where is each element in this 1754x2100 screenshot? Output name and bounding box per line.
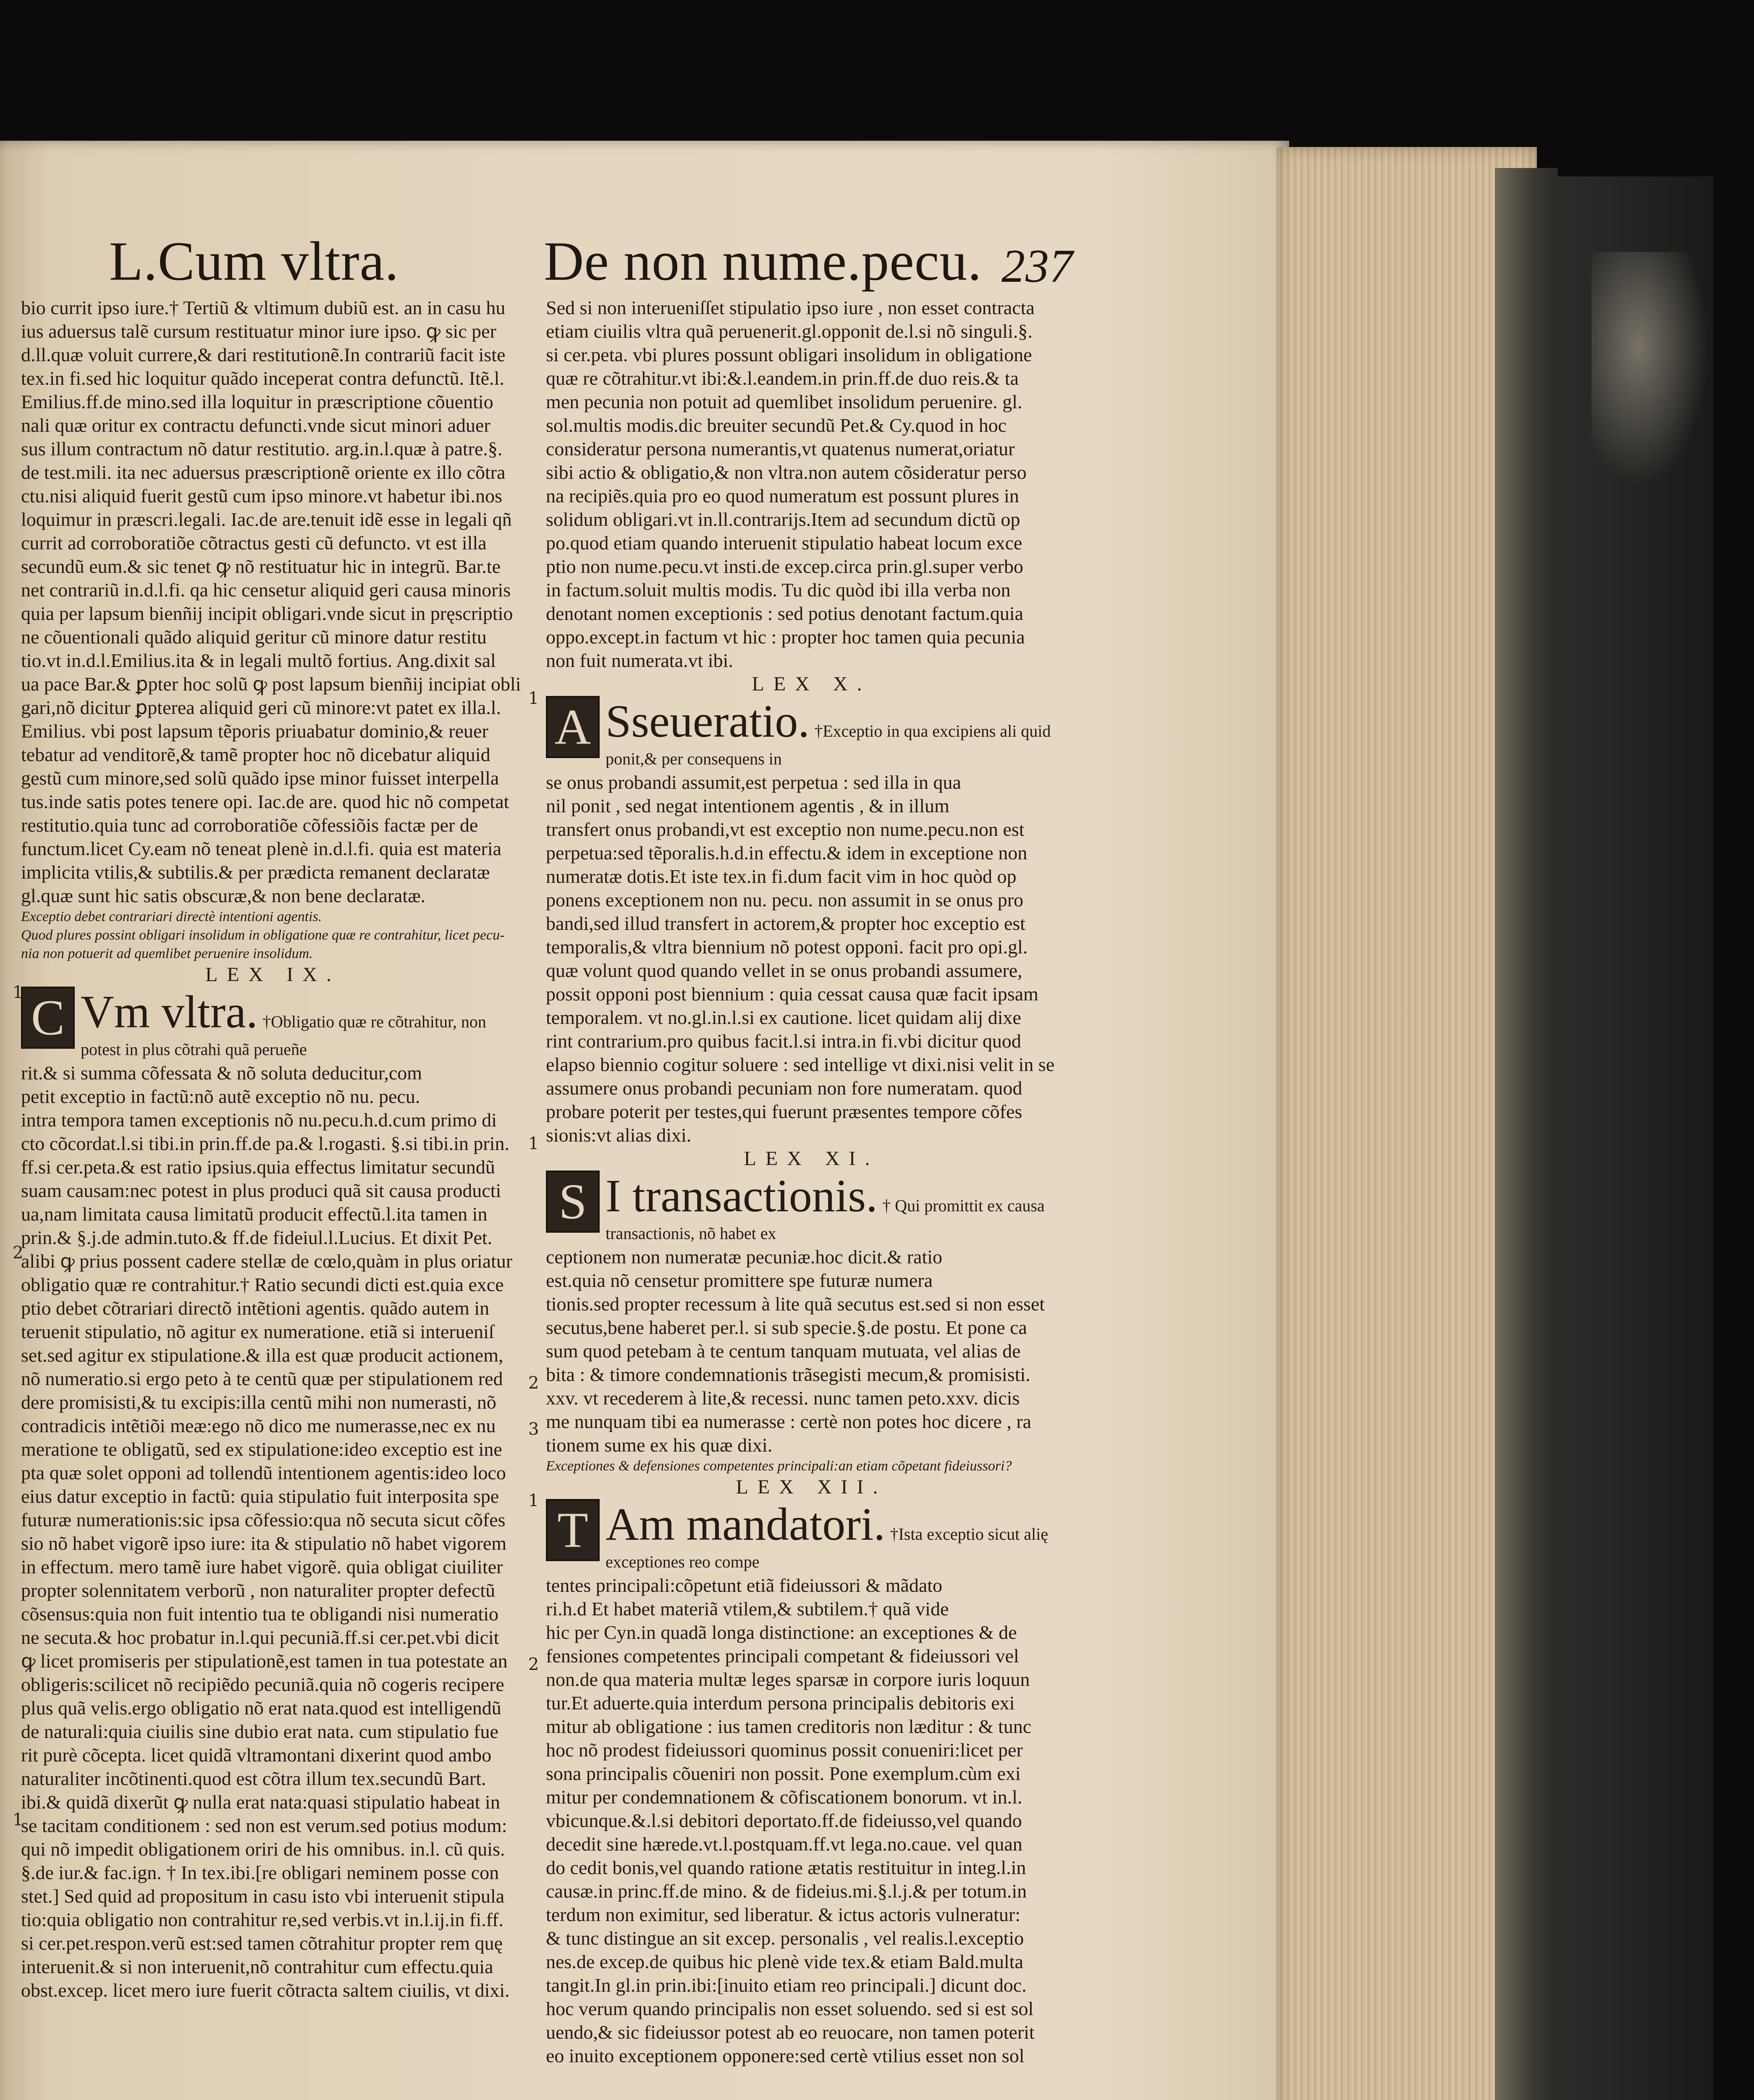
lex-ix-incipit: Vm vltra. — [81, 987, 258, 1037]
lex-xii-incipit-text: †Ista exceptio sicut alię exceptiones reo compe — [606, 1525, 1048, 1571]
text-line: gari,nõ dicitur ꝑpterea aliquid geri cũ minore:vt patet ex illa.l. — [21, 697, 501, 718]
text-line: tio:quia obligatio non contrahitur re,sed verbis.vt in.l.ij.in fi.ff. — [21, 1909, 503, 1930]
text-line: obst.excep. licet mero iure fuerit cõtracta saltem ciuilis, vt dixi. — [21, 1979, 510, 2001]
text-line: se onus probandi assumit,est perpetua : sed illa in qua — [546, 772, 961, 793]
text-line: ius aduersus talẽ cursum restituatur minor iure ipso. ꝙ sic per — [21, 320, 496, 342]
text-line: solidum obligari.vt in.ll.contrarijs.Item ad secundum dictũ op — [546, 509, 1020, 530]
text-line: ceptionem non numeratæ pecuniæ.hoc dicit.& ratio — [546, 1246, 943, 1268]
lex-xi-incipit-text: † Qui promittit ex causa transactionis, nõ habet ex — [606, 1196, 1045, 1243]
text-line: bandi,sed illud transfert in actorem,& propter hoc exceptio est — [546, 913, 1025, 934]
text-line: bita : & timore condemnationis trãsegisti mecum,& promisisti. — [546, 1364, 1030, 1385]
text-line: consideratur persona numerantis,vt quatenus numerat,oriatur — [546, 438, 1015, 459]
text-line: pta quæ solet opponi ad tollendũ intentionem agentis:ideo loco — [21, 1462, 506, 1483]
text-line: etiam ciuilis vltra quã peruenerit.gl.opponit de.l.si nõ singuli.§. — [546, 320, 1033, 342]
lex-xi-incipit: I transactionis. — [606, 1171, 878, 1221]
text-line: alibi ꝙ prius possent cadere stellæ de cœlo,quàm in plus oriatur — [21, 1250, 513, 1272]
margin-number: 1 — [13, 1810, 24, 1830]
lex-xi-opening — [546, 1171, 1077, 1245]
text-line: tus.inde satis potes tenere opi. Iac.de are. quod hic nõ competat — [21, 791, 509, 812]
text-line: ri.h.d Et habet materiã vtilem,& subtilem.† quã vide — [546, 1598, 949, 1620]
text-line: men pecunia non potuit ad quemlibet insolidum peruenire. gl. — [546, 391, 1023, 412]
text-line: sol.multis modis.dic breuiter secundũ Pet.& Cy.quod in hoc — [546, 415, 1007, 436]
lex-ix-incipit-text: †Obligatio quæ re cõtrahitur, non potest in plus cõtrahi quã perueñe — [81, 1012, 486, 1059]
text-line: hoc verum quando principalis non esset soluendo. sed si est sol — [546, 1998, 1034, 2019]
text-line: ff.si cer.peta.& est ratio ipsius.quia effectus limitatur secundũ — [21, 1156, 495, 1178]
text-line: stet.] Sed quid ad propositum in casu isto vbi interuenit stipula — [21, 1885, 505, 1907]
lex-xii-incipit: Am mandatori. — [606, 1499, 885, 1550]
decorated-initial-s: S — [546, 1171, 600, 1233]
text-line: in effectum. mero tamẽ iure habet vigorẽ. quia obligat ciuiliter — [21, 1556, 503, 1578]
margin-number: 1 — [528, 689, 539, 708]
text-line: set.sed agitur ex stipulatione.& illa est quæ producit actionem, — [21, 1344, 503, 1366]
text-line: futuræ numerationis:sic ipsa cõfessio:qua nõ secuta sicut cõfes — [21, 1509, 506, 1530]
text-line: tebatur ad venditorẽ,& tamẽ propter hoc nõ dicebatur aliquid — [21, 744, 490, 765]
text-line: sum quod petebam à te centum tanquam mutuata, vel alias de — [546, 1340, 1021, 1362]
text-line: nil ponit , sed negat intentionem agentis , & in illum — [546, 795, 949, 816]
lex-heading-x: LEX X. — [752, 673, 871, 695]
text-line: d.ll.quæ voluit currere,& dari restitutionẽ.In contrariũ facit iste — [21, 344, 506, 365]
text-line: rit purè cõcepta. licet quidã vltramontani dixerint quod ambo — [21, 1744, 492, 1766]
margin-number: 1 — [528, 1134, 539, 1153]
lex-ix-opening — [21, 987, 525, 1061]
text-line: transfert onus probandi,vt est exceptio non nume.pecu.non est — [546, 819, 1025, 840]
text-line: terdum non eximitur, sed liberatur. & ictus actoris vulneratur: — [546, 1904, 1020, 1925]
text-line: numeratæ dotis.Et iste tex.in fi.dum facit vim in hoc quòd op — [546, 866, 1017, 887]
lex-xii-opening — [546, 1499, 1077, 1574]
lex-xi-lines — [546, 1245, 1077, 1457]
text-line: quæ volunt quod quando vellet in se onus probandi assumere, — [546, 960, 1023, 981]
text-line: quæ re cõtrahitur.vt ibi:&.l.eandem.in prin.ff.de duo reis.& ta — [546, 368, 1019, 389]
text-line: quia per lapsum bienñij incipit obligari.vnde sicut in pręscriptio — [21, 603, 513, 624]
text-line: rit.& si summa cõfessata & nõ soluta deducitur,com — [21, 1062, 422, 1084]
text-line: se tacitam conditionem : sed non est verum.sed potius modum: — [21, 1815, 507, 1836]
text-line: Emilius.ff.de mino.sed illa loquitur in præscriptione cõuentio — [21, 391, 493, 412]
text-line: cõsensus:quia non fuit intentio tua te obligandi nisi numeratio — [21, 1603, 499, 1625]
text-line: tex.in fi.sed hic loquitur quãdo inceperat contra defunctũ. Itẽ.l. — [21, 368, 504, 389]
text-line: perpetua:sed tẽporalis.h.d.in effectu.& idem in exceptione non — [546, 842, 1028, 864]
text-line: suam causam:nec potest in plus produci quã sit causa producti — [21, 1180, 501, 1201]
right-text-column — [546, 296, 1077, 2068]
text-line: eius datur exceptio in factũ: quia stipulatio fuit interposita spe — [21, 1486, 499, 1507]
text-line: secutus,bene haberet per.l. si sub specie.§.de postu. Et pone ca — [546, 1317, 1027, 1338]
text-line: dere promisisti,& tu excipis:illa centũ mihi non numerasti, nõ — [21, 1391, 496, 1413]
lex-heading-xii: LEX XII. — [736, 1476, 887, 1498]
text-line: in factum.soluit multis modis. Tu dic quòd ibi illa verba non — [546, 579, 1011, 601]
text-line: contradicis intẽtiõi meæ:ego nõ dico me numerasse,nec ex nu — [21, 1415, 496, 1436]
text-line: si cer.pet.respon.verũ est:sed tamen cõtrahitur propter rem quę — [21, 1932, 503, 1954]
text-line: & tunc distingue an sit excep. personalis , vel realis.l.exceptio — [546, 1927, 1024, 1949]
text-line: qui nõ impedit obligationem oriri de his omnibus. in.l. cũ quis. — [21, 1838, 505, 1860]
decorated-initial-c: C — [21, 987, 75, 1049]
margin-number: 2 — [528, 1373, 539, 1393]
text-line: hoc nõ prodest fideiussori quominus possit conueniri:licet per — [546, 1739, 1023, 1761]
text-line: po.quod etiam quando interuenit stipulatio habeat locum exce — [546, 532, 1023, 554]
text-line: ne cõuentionali quãdo aliquid geritur cũ minore datur restitu — [21, 626, 487, 648]
text-line: ua,nam limitata causa limitatũ producit effectũ.l.ita tamen in — [21, 1203, 488, 1225]
text-line: Emilius. vbi post lapsum tẽporis priuabatur dominio,& reuer — [21, 720, 488, 742]
text-line: est.quia nõ censetur promittere spe futuræ numera — [546, 1270, 933, 1291]
text-line: decedit sine hærede.vt.l.postquam.ff.vt lega.no.caue. vel quan — [546, 1833, 1023, 1855]
lex-x-lines — [546, 771, 1077, 1147]
text-line: mitur per condemnationem & cõfiscationem bonorum. vt in.l. — [546, 1786, 1023, 1808]
text-line: do cedit bonis,vel quando ratione ætatis restituitur in integ.l.in — [546, 1857, 1026, 1878]
lex-x-incipit-text: †Exceptio in qua excipiens ali quid ponit,& per consequens in — [606, 722, 1051, 768]
text-line: propter solennitatem verborũ , non naturaliter propter defectũ — [21, 1580, 496, 1601]
text-line: obligatio quæ re contrahitur.† Ratio secundi dicti est.quia exce — [21, 1274, 504, 1295]
text-line: tangit.In gl.in prin.ibi:[inuito etiam reo principali.] dicunt doc. — [546, 1974, 1027, 1996]
text-line: ne secuta.& hoc probatur in.l.qui pecuniã.ff.si cer.pet.vbi dicit — [21, 1627, 499, 1648]
text-line: §.de iur.& fac.ign. † In tex.ibi.[re obligari neminem posse con — [21, 1862, 499, 1883]
left-text-column — [21, 296, 525, 2002]
text-line: uendo,& sic fideiussor potest ab eo reuocare, non tamen poterit — [546, 2021, 1035, 2043]
text-line: tionis.sed propter recessum à lite quã secutus est.sed si non esset — [546, 1293, 1045, 1315]
summary-line-xii: Exceptiones & defensiones competentes principali:an etiam cõpetant fideiussori? — [546, 1458, 1012, 1474]
margin-number: 3 — [528, 1420, 539, 1439]
text-line: temporalis,& vltra biennium nõ potest opponi. facit pro opi.gl. — [546, 936, 1028, 958]
text-line: cto cõcordat.l.si tibi.in prin.ff.de pa.& l.rogasti. §.si tibi.in prin. — [21, 1133, 510, 1154]
text-line: sona principalis cõueniri non possit. Pone exemplum.cùm exi — [546, 1763, 1021, 1784]
text-line: elapso biennio cogitur soluere : sed intellige vt dixi.nisi velit in se — [546, 1054, 1055, 1075]
left-lex-ix-lines — [21, 1061, 525, 2002]
summary-line: nia non potuerit ad quemlibet peruenire insolidum. — [21, 946, 313, 961]
text-line: ꝙ licet promiseris per stipulationẽ,est tamen in tua potestate an — [21, 1650, 508, 1672]
margin-number: 1 — [13, 983, 24, 1002]
text-line: interuenit.& si non interuenit,nõ contrahitur cum effectu.quia — [21, 1956, 493, 1977]
text-line: secundũ eum.& sic tenet ꝙ nõ restituatur hic in integrũ. Bar.te — [21, 556, 501, 577]
margin-number: 2 — [13, 1243, 24, 1263]
text-line: functum.licet Cy.eam nõ teneat plenè in.d.l.fi. quia est materia — [21, 838, 502, 859]
text-line: tur.Et aduerte.quia interdum persona principalis debitoris exi — [546, 1692, 1015, 1714]
page-number: 237 — [1002, 240, 1073, 292]
text-line: xxv. vt recederem à lite,& recessi. nunc tamen peto.xxv. dicis — [546, 1387, 1020, 1409]
text-line: rint contrarium.pro quibus facit.l.si intra.in fi.vbi dicitur quod — [546, 1030, 1021, 1052]
text-line: si cer.peta. vbi plures possunt obligari insolidum in obligatione — [546, 344, 1032, 365]
summary-line: Quod plures possint obligari insolidum in obligatione quæ re contrahitur, licet pecu- — [21, 927, 505, 943]
text-line: petit exceptio in factũ:nõ autẽ exceptio nõ nu. pecu. — [21, 1086, 420, 1107]
text-line: possit opponi post biennium : quia cessat causa quæ facit ipsam — [546, 983, 1038, 1005]
text-line: non.de qua materia multæ leges sparsæ in corpore iuris loquun — [546, 1669, 1030, 1690]
text-line: vbicunque.&.l.si debitori deportato.ff.de fideiusso,vel quando — [546, 1810, 1022, 1831]
text-line: ptio non nume.pecu.vt insti.de excep.circa prin.gl.super verbo — [546, 556, 1023, 577]
text-line: fensiones competentes principali competant & fideiussori vel — [546, 1645, 1019, 1667]
lex-x-opening — [546, 696, 1077, 771]
text-line: naturaliter incõtinenti.quod est cõtra illum tex.secundũ Bart. — [21, 1768, 486, 1789]
margin-number: 1 — [528, 1491, 539, 1510]
text-line: sio nõ habet vigorẽ ipso iure: ita & stipulatio nõ habet vigorem — [21, 1533, 507, 1554]
text-line: implicita vtilis,& subtilis.& per prædicta remanent declaratæ — [21, 861, 490, 883]
left-commentary-lines — [21, 296, 525, 908]
text-line: tionem sume ex his quæ dixi. — [546, 1434, 773, 1456]
spine-label-mark — [1591, 252, 1709, 487]
margin-number: 2 — [528, 1655, 539, 1674]
text-line: obligeris:scilicet nõ recipiẽdo pecuniã.quia nõ cogeris recipere — [21, 1674, 504, 1695]
text-line: intra tempora tamen exceptionis nõ nu.pecu.h.d.cum primo di — [21, 1109, 497, 1131]
text-line: prin.& §.j.de admin.tuto.& ff.de fideiul.l.Lucius. Et dixit Pet. — [21, 1227, 493, 1248]
text-line: ibi.& quidã dixerũt ꝙ nulla erat nata:quasi stipulatio habeat in — [21, 1791, 500, 1813]
text-line: ptio debet cõtrariari directõ intẽtioni agentis. quãdo autem in — [21, 1297, 490, 1319]
text-line: sibi actio & obligatio,& non vltra.non autem cõsideratur perso — [546, 462, 1027, 483]
summary-line: Exceptio debet contrariari directè intentioni agentis. — [21, 909, 322, 924]
text-line: de naturali:quia ciuilis sine dubio erat nata. cum stipulatio fue — [21, 1721, 498, 1742]
text-line: eo inuito exceptionem opponere:sed certè vtilius esset non sol — [546, 2045, 1025, 2066]
text-line: assumere onus probandi pecuniam non fore numeratam. quod — [546, 1077, 1023, 1099]
running-head-left: L.Cum vltra. — [109, 230, 399, 292]
text-line: tio.vt in.d.l.Emilius.ita & in legali multõ fortius. Ang.dixit sal — [21, 650, 496, 671]
text-line: hic per Cyn.in quadã longa distinctione: an exceptiones & de — [546, 1622, 1017, 1643]
text-line: ctu.nisi aliquid fuerit gestũ cum ipso minore.vt habetur ibi.nos — [21, 485, 502, 507]
right-commentary-lines — [546, 296, 1077, 672]
text-line: ua pace Bar.& ꝑpter hoc solũ ꝙ post lapsum bienñij incipiat obli — [21, 673, 521, 695]
text-line: na recipiẽs.quia pro eo quod numeratum est possunt plures in — [546, 485, 1019, 507]
text-line: restitutio.quia tunc ad corroboratiõe cõfessiõis factæ per de — [21, 814, 478, 836]
text-line: ponens exceptionem non nu. pecu. non assumit in se onus pro — [546, 889, 1024, 911]
text-line: me nunquam tibi ea numerasse : certè non potes hoc dicere , ra — [546, 1411, 1031, 1432]
lex-heading-ix: LEX IX. — [205, 963, 341, 986]
text-line: currit ad corroboratiõe cõtractus gesti cũ defuncto. vt est illa — [21, 532, 487, 554]
decorated-initial-t: T — [546, 1499, 600, 1561]
text-line: oppo.except.in factum vt hic : propter hoc tamen quia pecunia — [546, 626, 1025, 648]
text-line: nõ numeratio.si ergo peto à te centũ quæ per stipulationem red — [21, 1368, 503, 1389]
text-line: nes.de excep.de quibus hic plenè vide tex.& etiam Bald.multa — [546, 1951, 1023, 1972]
text-line: meratione te obligatũ, sed ex stipulatione:ideo exceptio est ine — [21, 1438, 502, 1460]
running-head-right: De non nume.pecu. — [544, 230, 982, 292]
text-line: net contrariũ in.d.l.fi. qa hic censetur aliquid geri causa minoris — [21, 579, 511, 601]
text-line: gl.quæ sunt hic satis obscuræ,& non bene declaratæ. — [21, 885, 426, 906]
lex-heading-xi: LEX XI. — [744, 1147, 879, 1170]
text-line: loquimur in præscri.legali. Iac.de are.tenuit idẽ esse in legali qñ — [21, 509, 512, 530]
text-line: sionis:vt alias dixi. — [546, 1124, 692, 1146]
text-line: nali quæ oritur ex contractu defuncti.vnde sicut minori aduer — [21, 415, 490, 436]
text-line: teruenit stipulatio, nõ agitur ex numeratione. etiã si interueniſ — [21, 1321, 494, 1342]
text-line: plus quã velis.ergo obligatio nõ erat nata.quod est intelligendũ — [21, 1697, 501, 1719]
text-line: denotant nomen exceptionis : sed potius denotant factum.quia — [546, 603, 1023, 624]
text-line: probare poterit per testes,qui fuerunt præsentes tempore cõfes — [546, 1101, 1023, 1122]
text-line: non fuit numerata.vt ibi. — [546, 650, 733, 671]
text-line: sus illum contractum nõ datur restitutio. arg.in.l.quæ à patre.§. — [21, 438, 503, 459]
decorated-initial-a: A — [546, 696, 600, 758]
book-spine — [1495, 168, 1558, 2100]
lex-x-incipit: Sseueratio. — [606, 696, 810, 747]
text-line: tentes principali:cõpetunt etiã fideiussori & mãdato — [546, 1575, 943, 1596]
text-line: mitur ab obligatione : ius tamen creditoris non læditur : & tunc — [546, 1716, 1032, 1737]
text-line: gestũ cum minore,sed solũ quãdo ipse minor fuisset interpella — [21, 767, 499, 789]
text-line: de test.mili. ita nec aduersus præscriptionẽ oriente ex illo cõtra — [21, 462, 506, 483]
text-line: Sed si non interueniſſet stipulatio ipso iure , non esset contracta — [546, 297, 1035, 318]
text-line: temporalem. vt no.gl.in.l.si ex cautione. licet quidam alij dixe — [546, 1007, 1021, 1028]
text-line: causæ.in princ.ff.de mino. & de fideius.mi.§.l.j.& per totum.in — [546, 1880, 1027, 1902]
lex-xii-lines — [546, 1574, 1077, 2068]
text-line: bio currit ipso iure.† Tertiũ & vltimum dubiũ est. an in casu hu — [21, 297, 506, 318]
